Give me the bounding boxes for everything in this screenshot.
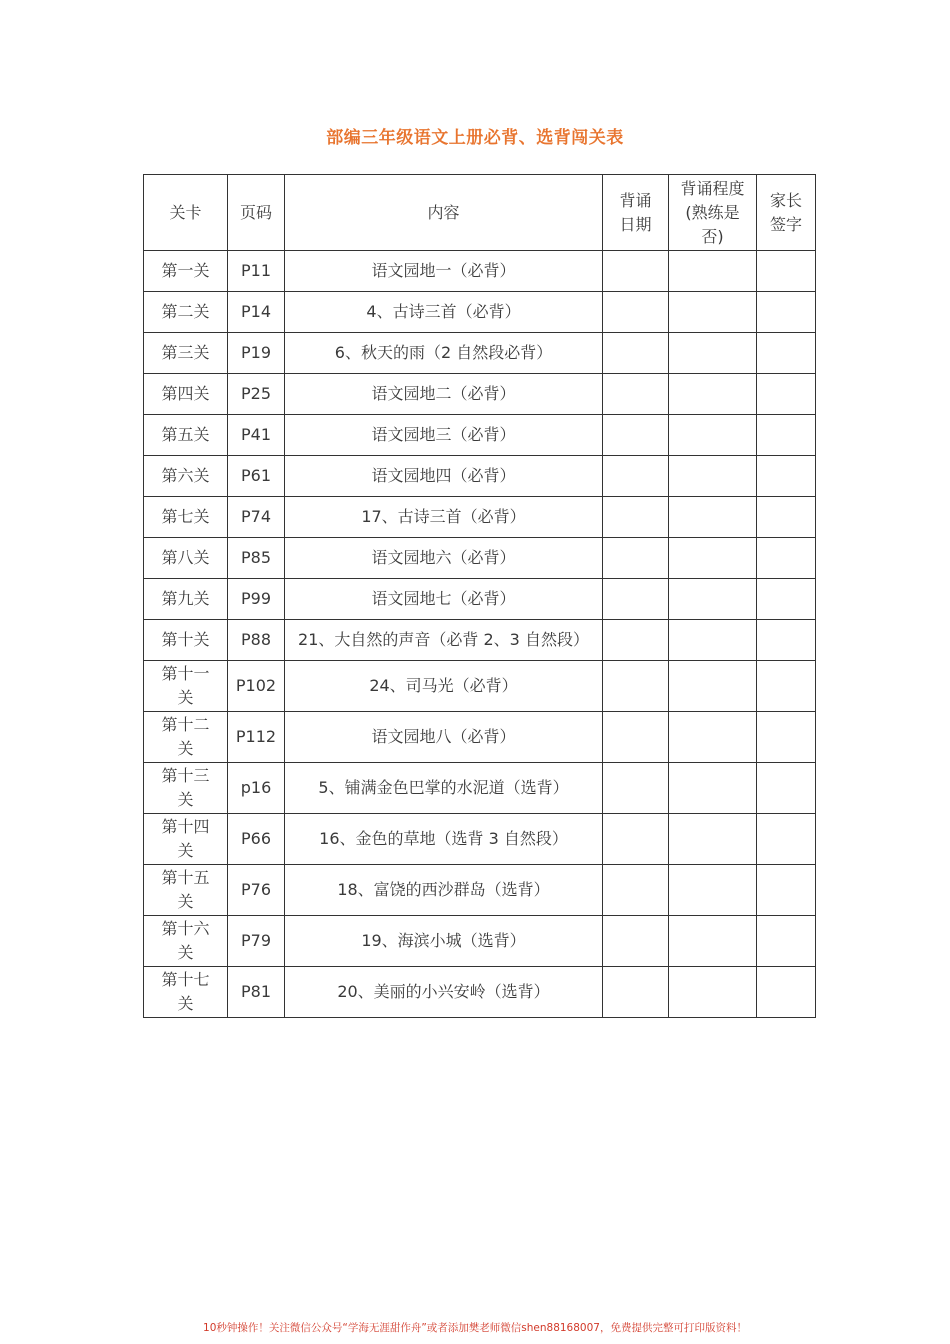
row-content: 18、富饶的西沙群岛（选背）	[285, 865, 603, 916]
row-recite-date-cell[interactable]	[603, 415, 669, 456]
row-level: 第十五关	[144, 865, 228, 916]
footer-notice: 10秒钟操作！关注微信公众号“学海无涯甜作舟”或者添加樊老师微信shen88168007，免费提供完整可打印版资料！	[203, 1322, 747, 1334]
table-row	[144, 712, 816, 763]
table-row	[144, 292, 816, 333]
row-level: 第十三关	[144, 763, 228, 814]
row-recite-date-cell[interactable]	[603, 620, 669, 661]
row-content: 24、司马光（必背）	[285, 661, 603, 712]
row-proficiency-cell[interactable]	[669, 456, 757, 497]
row-content: 21、大自然的声音（必背 2、3 自然段）	[285, 620, 603, 661]
header-recite-date: 背诵日期	[603, 175, 669, 251]
row-recite-date-cell[interactable]	[603, 916, 669, 967]
row-content: 语文园地一（必背）	[285, 251, 603, 292]
row-recite-date-cell[interactable]	[603, 579, 669, 620]
row-level: 第十二关	[144, 712, 228, 763]
row-proficiency-cell[interactable]	[669, 814, 757, 865]
row-proficiency-cell[interactable]	[669, 916, 757, 967]
table-row	[144, 333, 816, 374]
row-proficiency-cell[interactable]	[669, 497, 757, 538]
row-page: P76	[228, 865, 285, 916]
row-recite-date-cell[interactable]	[603, 374, 669, 415]
row-recite-date-cell[interactable]	[603, 456, 669, 497]
table-row	[144, 538, 816, 579]
table-row	[144, 251, 816, 292]
row-recite-date-cell[interactable]	[603, 538, 669, 579]
row-level: 第一关	[144, 251, 228, 292]
row-page: P25	[228, 374, 285, 415]
row-level: 第十六关	[144, 916, 228, 967]
row-page: P41	[228, 415, 285, 456]
row-proficiency-cell[interactable]	[669, 661, 757, 712]
row-parent-sign-cell[interactable]	[757, 251, 816, 292]
table-row	[144, 967, 816, 1018]
row-content: 5、铺满金色巴掌的水泥道（选背）	[285, 763, 603, 814]
row-page: P112	[228, 712, 285, 763]
row-content: 语文园地八（必背）	[285, 712, 603, 763]
row-recite-date-cell[interactable]	[603, 865, 669, 916]
header-proficiency: 背诵程度(熟练是否)	[669, 175, 757, 251]
row-parent-sign-cell[interactable]	[757, 456, 816, 497]
row-proficiency-cell[interactable]	[669, 251, 757, 292]
row-parent-sign-cell[interactable]	[757, 333, 816, 374]
table-header-row	[144, 175, 816, 251]
table-row	[144, 916, 816, 967]
row-content: 语文园地二（必背）	[285, 374, 603, 415]
row-content: 17、古诗三首（必背）	[285, 497, 603, 538]
row-level: 第十四关	[144, 814, 228, 865]
row-recite-date-cell[interactable]	[603, 251, 669, 292]
row-page: P74	[228, 497, 285, 538]
row-proficiency-cell[interactable]	[669, 415, 757, 456]
row-parent-sign-cell[interactable]	[757, 763, 816, 814]
row-page: P79	[228, 916, 285, 967]
table-row	[144, 865, 816, 916]
row-recite-date-cell[interactable]	[603, 333, 669, 374]
row-recite-date-cell[interactable]	[603, 712, 669, 763]
table-row	[144, 661, 816, 712]
row-level: 第十关	[144, 620, 228, 661]
row-level: 第十一关	[144, 661, 228, 712]
table-row	[144, 579, 816, 620]
table-row	[144, 763, 816, 814]
row-parent-sign-cell[interactable]	[757, 814, 816, 865]
row-page: P19	[228, 333, 285, 374]
row-parent-sign-cell[interactable]	[757, 865, 816, 916]
row-content: 19、海滨小城（选背）	[285, 916, 603, 967]
row-recite-date-cell[interactable]	[603, 967, 669, 1018]
header-content: 内容	[285, 175, 603, 251]
row-parent-sign-cell[interactable]	[757, 292, 816, 333]
table-body	[144, 251, 816, 1018]
row-level: 第二关	[144, 292, 228, 333]
row-page: p16	[228, 763, 285, 814]
row-proficiency-cell[interactable]	[669, 763, 757, 814]
row-proficiency-cell[interactable]	[669, 620, 757, 661]
row-level: 第五关	[144, 415, 228, 456]
row-page: P85	[228, 538, 285, 579]
row-page: P99	[228, 579, 285, 620]
row-level: 第十七关	[144, 967, 228, 1018]
row-level: 第三关	[144, 333, 228, 374]
row-content: 4、古诗三首（必背）	[285, 292, 603, 333]
row-level: 第八关	[144, 538, 228, 579]
row-page: P102	[228, 661, 285, 712]
header-level: 关卡	[144, 175, 228, 251]
row-parent-sign-cell[interactable]	[757, 538, 816, 579]
row-proficiency-cell[interactable]	[669, 374, 757, 415]
table-row	[144, 497, 816, 538]
row-level: 第九关	[144, 579, 228, 620]
row-content: 语文园地四（必背）	[285, 456, 603, 497]
row-page: P11	[228, 251, 285, 292]
row-page: P88	[228, 620, 285, 661]
row-level: 第四关	[144, 374, 228, 415]
row-proficiency-cell[interactable]	[669, 967, 757, 1018]
row-page: P81	[228, 967, 285, 1018]
row-page: P61	[228, 456, 285, 497]
row-proficiency-cell[interactable]	[669, 865, 757, 916]
table-row	[144, 620, 816, 661]
recitation-table	[143, 174, 816, 1018]
row-content: 语文园地七（必背）	[285, 579, 603, 620]
row-recite-date-cell[interactable]	[603, 763, 669, 814]
row-content: 16、金色的草地（选背 3 自然段）	[285, 814, 603, 865]
row-parent-sign-cell[interactable]	[757, 579, 816, 620]
table-row	[144, 456, 816, 497]
table-row	[144, 374, 816, 415]
row-proficiency-cell[interactable]	[669, 333, 757, 374]
row-recite-date-cell[interactable]	[603, 814, 669, 865]
header-page: 页码	[228, 175, 285, 251]
row-content: 语文园地三（必背）	[285, 415, 603, 456]
row-level: 第六关	[144, 456, 228, 497]
row-content: 20、美丽的小兴安岭（选背）	[285, 967, 603, 1018]
row-parent-sign-cell[interactable]	[757, 661, 816, 712]
table-row	[144, 415, 816, 456]
row-proficiency-cell[interactable]	[669, 538, 757, 579]
header-parent-sign: 家长签字	[757, 175, 816, 251]
row-content: 语文园地六（必背）	[285, 538, 603, 579]
page-title: 部编三年级语文上册必背、选背闯关表	[326, 128, 624, 148]
row-page: P66	[228, 814, 285, 865]
row-proficiency-cell[interactable]	[669, 579, 757, 620]
row-content: 6、秋天的雨（2 自然段必背）	[285, 333, 603, 374]
row-proficiency-cell[interactable]	[669, 292, 757, 333]
row-proficiency-cell[interactable]	[669, 712, 757, 763]
row-recite-date-cell[interactable]	[603, 497, 669, 538]
row-parent-sign-cell[interactable]	[757, 415, 816, 456]
row-level: 第七关	[144, 497, 228, 538]
row-parent-sign-cell[interactable]	[757, 967, 816, 1018]
table-row	[144, 814, 816, 865]
row-page: P14	[228, 292, 285, 333]
row-parent-sign-cell[interactable]	[757, 916, 816, 967]
row-parent-sign-cell[interactable]	[757, 374, 816, 415]
row-parent-sign-cell[interactable]	[757, 497, 816, 538]
row-recite-date-cell[interactable]	[603, 292, 669, 333]
row-recite-date-cell[interactable]	[603, 661, 669, 712]
row-parent-sign-cell[interactable]	[757, 712, 816, 763]
row-parent-sign-cell[interactable]	[757, 620, 816, 661]
